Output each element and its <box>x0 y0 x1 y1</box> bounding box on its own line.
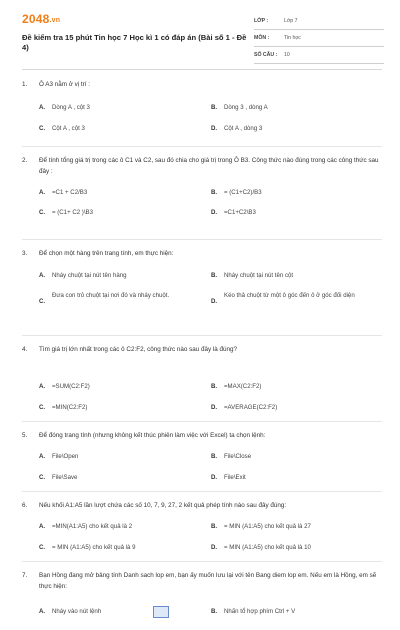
question-text <box>22 248 382 259</box>
answer-text: File\Save <box>52 474 78 481</box>
answer-text: Nháy vào nút lệnh <box>52 608 102 615</box>
question-number: 5. <box>22 432 28 439</box>
answer-letter: A. <box>39 189 46 196</box>
answer-letter: C. <box>39 404 46 411</box>
question-prompt: Để tính tổng giá trị trong các ô C1 và C2, sau đó chia cho giá trị trong Ô B3. Công thức nào đúng trong các công thức sau đây : <box>39 157 379 175</box>
question-number: 7. <box>22 572 28 579</box>
meta-count-row <box>254 49 384 64</box>
answer-letter: C. <box>39 209 46 216</box>
answer-letter: A. <box>39 104 46 111</box>
meta-value: Lớp 7 <box>284 18 298 24</box>
answer-letter: B. <box>211 453 218 460</box>
question-number: 2. <box>22 157 28 164</box>
answer-letter: C. <box>39 125 46 132</box>
question-number: 3. <box>22 250 28 257</box>
question-text <box>22 570 382 592</box>
header-divider <box>22 69 382 70</box>
answer-letter: B. <box>211 189 218 196</box>
answer-letter: C. <box>39 544 46 551</box>
answer-text: Nháy chuột tại nút tên hàng <box>52 272 127 279</box>
page-title: Đề kiểm tra 15 phút Tin học 7 Học kì 1 có đáp án (Bài số 1 - Đề 4) <box>22 33 247 52</box>
answer-letter: A. <box>39 272 46 279</box>
question-text <box>22 500 382 511</box>
meta-panel <box>254 15 384 66</box>
question-1 <box>22 79 382 147</box>
question-prompt: Để chọn một hàng trên trang tính, em thực hiện: <box>39 250 174 257</box>
answer-text: Nhấn tổ hợp phím Ctrl + V <box>224 608 296 615</box>
answer-text: File\Close <box>224 453 252 460</box>
question-text <box>22 79 382 90</box>
logo-text: 2048 <box>22 12 50 26</box>
answer-text: =SUM(C2:F2) <box>52 383 90 390</box>
answer-letter: B. <box>211 523 218 530</box>
answer-text: Dòng A , cột 3 <box>52 104 90 111</box>
answer-letter: C. <box>39 298 46 305</box>
save-icon <box>153 606 169 618</box>
question-6 <box>22 500 382 562</box>
answer-text: =C1+C2\B3 <box>224 209 256 216</box>
question-5 <box>22 430 382 492</box>
question-number: 6. <box>22 502 28 509</box>
question-2 <box>22 155 382 240</box>
answer-letter: D. <box>211 209 218 216</box>
question-prompt: Để đóng trang tính (nhưng không kết thúc phiên làm việc với Excel) ta chọn lệnh: <box>39 432 266 439</box>
answer-text: =AVERAGE(C2:F2) <box>224 404 278 411</box>
answer-letter: A. <box>39 453 46 460</box>
answer-text: Đưa con trỏ chuột tại nơi đó và nháy chuột. <box>52 292 170 299</box>
meta-value: Tin học <box>284 35 301 41</box>
question-4 <box>22 344 382 422</box>
answer-letter: D. <box>211 404 218 411</box>
answer-letter: D. <box>211 125 218 132</box>
answer-text: File\Open <box>52 453 79 460</box>
site-logo[interactable] <box>22 12 60 26</box>
question-3 <box>22 248 382 336</box>
meta-subject-row <box>254 32 384 47</box>
question-7 <box>22 570 382 630</box>
question-prompt: Nếu khối A1:A5 lần lượt chứa các số 10, 7, 9, 27, 2 kết quả phép tính nào sau đây đúng: <box>39 502 287 509</box>
question-text <box>22 430 382 441</box>
question-prompt: Bạn Hồng đang mở bảng tính Danh sach lop em, bạn ấy muốn lưu lại với tên Bang diem lop em. Nếu em là Hồng, em sẽ thực hiện: <box>39 572 377 590</box>
answer-text: = (C1+ C2 )\B3 <box>52 209 93 216</box>
answer-text: Dòng 3 , dòng A <box>224 104 268 111</box>
answer-text: =MAX(C2:F2) <box>224 383 262 390</box>
meta-label: MÔN : <box>254 35 270 41</box>
answer-text: =MIN(C2:F2) <box>52 404 88 411</box>
question-number: 1. <box>22 81 28 88</box>
answer-text: =C1 + C2/B3 <box>52 189 88 196</box>
answer-text: = MIN (A1:A5) cho kết quả là 27 <box>224 523 311 530</box>
answer-letter: A. <box>39 608 46 615</box>
answer-text: = MIN (A1:A5) cho kết quả là 10 <box>224 544 311 551</box>
answer-text: Nháy chuột tại nút tên cột <box>224 272 294 279</box>
meta-class-row <box>254 15 384 30</box>
meta-label: SỐ CÂU : <box>254 52 278 58</box>
answer-text: Kéo thả chuột từ một ô góc đến ô ở góc đối diện <box>224 292 355 299</box>
answer-letter: D. <box>211 544 218 551</box>
answer-text: = (C1+C2)/B3 <box>224 189 262 196</box>
question-number: 4. <box>22 346 28 353</box>
answer-letter: C. <box>39 474 46 481</box>
answer-letter: A. <box>39 383 46 390</box>
answer-letter: B. <box>211 272 218 279</box>
answer-text: File\Exit <box>224 474 246 481</box>
question-prompt: Ô A3 nằm ở vị trí : <box>39 81 91 88</box>
answer-text: =MIN(A1:A5) cho kết quả là 2 <box>52 523 133 530</box>
logo-suffix: .vn <box>49 17 61 24</box>
page-header <box>0 0 400 68</box>
answer-letter: B. <box>211 608 218 615</box>
answer-text: Cột A , dòng 3 <box>224 125 263 132</box>
answer-text: Cột A , cột 3 <box>52 125 85 132</box>
answer-letter: B. <box>211 104 218 111</box>
question-text <box>22 155 382 177</box>
answer-text: = MIN (A1:A5) cho kết quả là 9 <box>52 544 136 551</box>
answer-letter: D. <box>211 474 218 481</box>
question-prompt: Tìm giá trị lớn nhất trong các ô C2:F2, công thức nào sau đây là đúng? <box>39 346 238 353</box>
answer-letter: A. <box>39 523 46 530</box>
answer-letter: B. <box>211 383 218 390</box>
question-text <box>22 344 382 355</box>
question-list <box>22 79 382 630</box>
answer-letter: D. <box>211 298 218 305</box>
meta-label: LỚP : <box>254 18 269 24</box>
meta-value: 10 <box>284 52 290 58</box>
